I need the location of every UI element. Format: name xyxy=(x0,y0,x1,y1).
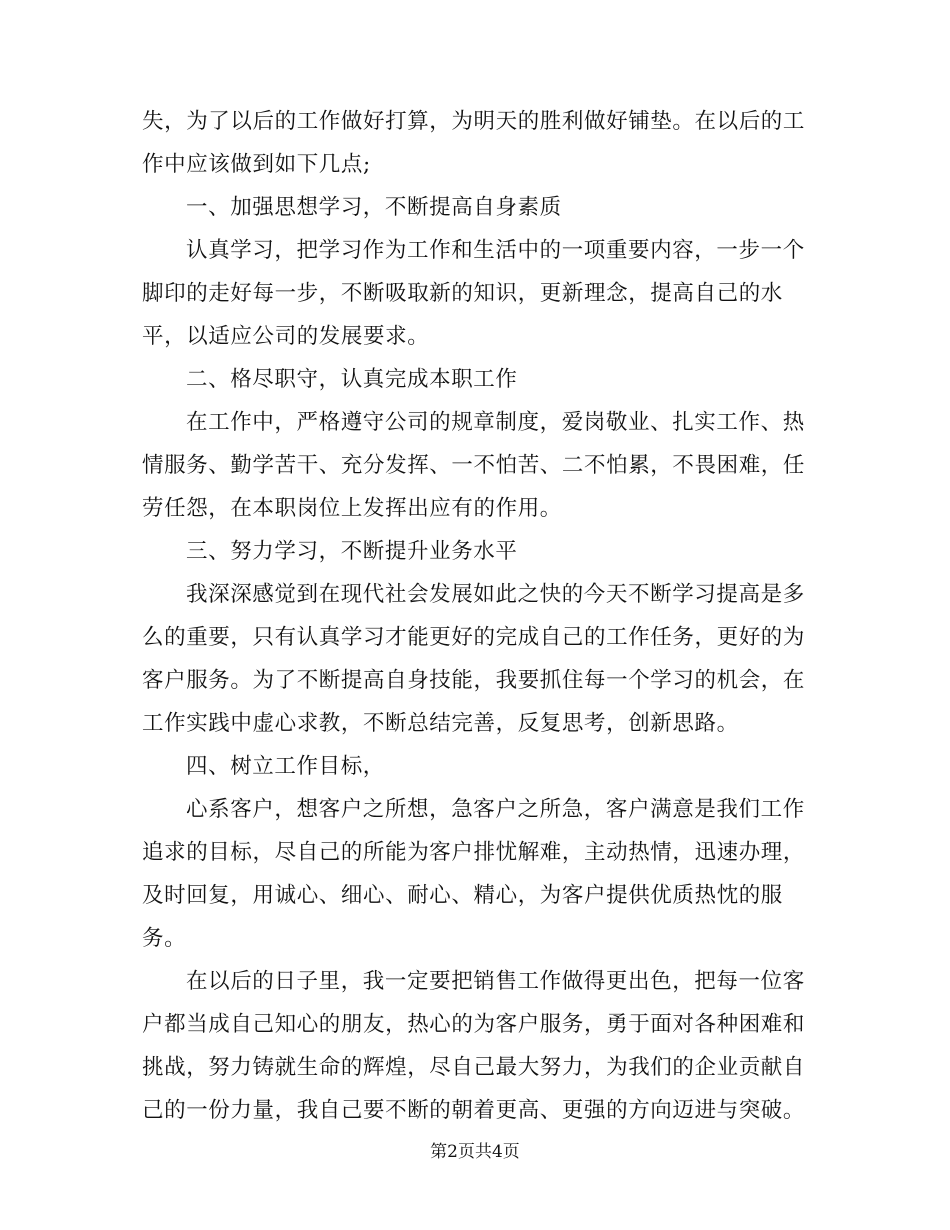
text-line: 客户服务。为了不断提高自身技能，我要抓住每一个学习的机会，在 xyxy=(142,668,806,693)
text-line: 失，为了以后的工作做好打算，为明天的胜利做好铺垫。在以后的工 xyxy=(142,109,806,134)
text-line: 追求的目标，尽自己的所能为客户排忧解难，主动热情，迅速办理， xyxy=(142,840,806,865)
text-line: 在工作中，严格遵守公司的规章制度，爱岗敬业、扎实工作、热 xyxy=(186,410,805,435)
section-heading: 四、树立工作目标， xyxy=(186,754,385,779)
document-body xyxy=(142,100,806,1132)
text-line: 工作实践中虚心求教，不断总结完善，反复思考，创新思路。 xyxy=(142,711,739,736)
page-number: 第2页共4页 xyxy=(430,1142,520,1162)
text-line: 作中应该做到如下几点; xyxy=(142,152,371,177)
text-line: 心系客户，想客户之所想，急客户之所急，客户满意是我们工作 xyxy=(186,797,805,822)
text-line: 及时回复，用诚心、细心、耐心、精心，为客户提供优质热忱的服 xyxy=(142,883,783,908)
text-line: 务。 xyxy=(142,926,187,951)
text-line: 情服务、勤学苦干、充分发挥、一不怕苦、二不怕累，不畏困难，任 xyxy=(142,453,806,478)
text-line: 我深深感觉到在现代社会发展如此之快的今天不断学习提高是多 xyxy=(186,582,805,607)
text-line: 平，以适应公司的发展要求。 xyxy=(142,324,430,349)
text-line: 挑战，努力铸就生命的辉煌，尽自己最大努力，为我们的企业贡献自 xyxy=(142,1055,806,1080)
section-heading: 三、努力学习，不断提升业务水平 xyxy=(186,539,518,564)
section-heading: 一、加强思想学习，不断提高自身素质 xyxy=(186,195,562,220)
section-heading: 二、格尽职守，认真完成本职工作 xyxy=(186,367,518,392)
text-line: 己的一份力量，我自己要不断的朝着更高、更强的方向迈进与突破。 xyxy=(142,1098,806,1123)
text-line: 户都当成自己知心的朋友，热心的为客户服务，勇于面对各种困难和 xyxy=(142,1012,806,1037)
text-line: 认真学习，把学习作为工作和生活中的一项重要内容，一步一个 xyxy=(186,238,805,263)
text-line: 在以后的日子里，我一定要把销售工作做得更出色，把每一位客 xyxy=(186,969,805,994)
text-line: 么的重要，只有认真学习才能更好的完成自己的工作任务，更好的为 xyxy=(142,625,806,650)
text-line: 劳任怨，在本职岗位上发挥出应有的作用。 xyxy=(142,496,562,521)
text-line: 脚印的走好每一步，不断吸取新的知识，更新理念，提高自己的水 xyxy=(142,281,783,306)
